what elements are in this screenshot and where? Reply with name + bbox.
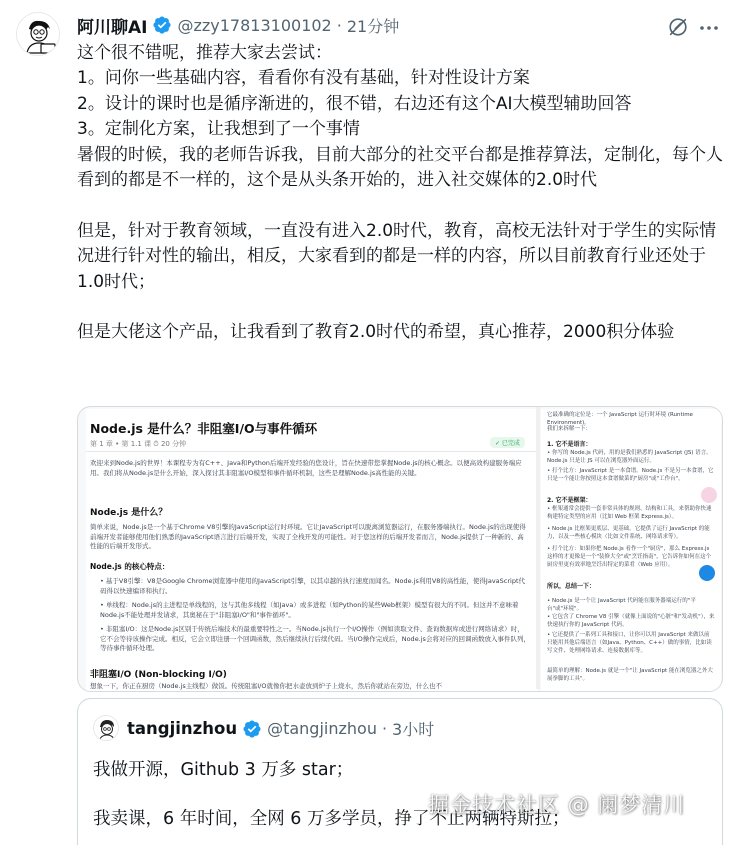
assistant-heading: 所以，总结一下： [547,583,596,590]
assistant-text: • Node.js 是一个让 JavaScript 代码能在服务器端运行的"平台"或"环境"。 [547,598,696,612]
author-avatar[interactable] [16,12,60,56]
status-badge: ✓ 已完成 [490,437,525,448]
lesson-document [86,409,538,691]
tweet-paragraph: 1。问你一些基础内容，看看你有没有基础，针对性设计方案 [77,68,530,89]
tweet-paragraph: 暑假的时候，我的老师告诉我，目前大部分的社交平台都是推荐算法，定制化，每个人看到的都是不一样的，这个是从头条开始的，进入社交媒体的2.0时代 [77,144,723,191]
assistant-text: 最简单的理解：Node.js 就是一个"让 JavaScript 能在浏览器之外大展拳脚的工具"。 [547,668,713,682]
assistant-text: 它最准确的定位是：一个 JavaScript 运行时环境 (Runtime Environment)。 [547,412,693,426]
doc-bullet: • 单线程：Node.js的主进程是单线程的，这与其他多线程（如Java）或多进程（如Python的某些Web框架）模型有很大的不同。但这并不意味着Node.js不能处理并发请求，其奥秘在于"非阻塞I/O"和"事件循环"。 [100,601,519,619]
doc-meta: 第 1 章 • 第 1.1 课 ⏱ 20 分钟 [90,440,187,448]
assistant-text: 我们来拆解一下： [547,426,592,432]
tweet-header [77,12,399,38]
doc-heading: Node.js 的核心特点： [90,562,170,571]
more-options-icon[interactable] [697,18,721,38]
watermark: 掘金技术社区 @ 阑梦清川 [428,793,686,817]
doc-title: Node.js 是什么？非阻塞I/O与事件循环 [90,421,318,436]
timestamp[interactable]: 21分钟 [346,16,400,36]
doc-paragraph: 想象一下，你正在厨房（Node.js主线程）做饭。传统阻塞I/O就像你把水壶放到炉子上烧水，然后你就站在旁边，什么也不 [90,682,442,690]
blank-line [77,193,727,218]
tweet-paragraph: 但是，针对于教育领域，一直没有进入2.0时代，教育，高校无法针对于学生的实际情况进行针对性的输出，相反，大家看到的都是一样的内容，所以目前教育行业还处于1.0时代； [77,220,717,292]
separator: · [381,719,388,738]
assistant-heading: 1. 它不是语言： [547,441,592,448]
assistant-text: • 它包含了 Chrome V8 引擎（就像上面说的"心脏"和"发动机"），来快速执行你的 JavaScript 代码。 [547,614,715,628]
tweet-paragraph: 3。定制化方案，让我想到了一个事情 [77,119,360,140]
grok-icon[interactable] [667,16,689,38]
doc-heading: 非阻塞I/O (Non-blocking I/O) [90,670,227,680]
divider [86,451,538,452]
quoted-timestamp[interactable]: 3小时 [392,720,435,739]
assistant-text: • 它还提供了一系列工具和接口，让你可以用 JavaScript 来做以前只能用其他后端语言（如Java、Python、C++）做的事情，比如读写文件、处理网络请求、连接数据库等。 [547,632,712,654]
scrollbar[interactable] [536,407,540,689]
assistant-text: • 框架通常会提供一套非常具体的规则、结构和工具，来帮助你快速构建特定类型的应用（比如 Web 框架 Express.js）。 [547,506,712,520]
assistant-text: • 打个比方：如果你把 Node.js 看作一个"厨房"，那么 Express.js 这样的才更像是一个"装修大全"或"烹饪指南"，它告诉你如何在这个厨房里更有效率地烹饪出特定的菜肴（Web 应用）。 [547,546,712,568]
quoted-tweet[interactable] [77,698,723,845]
tweet-text [77,41,727,346]
doc-paragraph: 简单来说，Node.js是一个基于Chrome V8引擎的JavaScript运行时环境。它让JavaScript可以脱离浏览器运行，在服务器端执行。Node.js的出现使得前端开发者能够使用他们熟悉的JavaScript语言进行后端开发，实现了全栈开发的可能性。对于您这样的后端开发者而言，Node.js提供了一种新的、高性能的后端开发形式。 [90,523,526,550]
tweet-paragraph: 这个很不错呢，推荐大家去尝试： [77,43,332,63]
media-image[interactable] [77,406,723,692]
doc-intro: 欢迎来到Node.js的世界！本课程专为有C++、Java和Python后端开发经验的您设计，旨在快速带您掌握Node.js的核心概念。以便高效构建服务端应用。我们将从Node.js是什么开始，深入探讨其非阻塞I/O模型和事件循环机制，这些是理解Node.js高性能的关键。 [90,459,522,477]
tweet-paragraph: 但是大佬这个产品，让我看到了教育2.0时代的希望，真心推荐，2000积分体验 [77,322,675,343]
doc-heading: Node.js 是什么？ [90,508,168,518]
quoted-author-handle[interactable]: @tangjinzhou [267,719,377,738]
ai-assistant-panel [541,409,721,691]
author-handle[interactable]: @zzy17813100102 [177,15,332,35]
floating-button[interactable] [701,487,717,503]
blank-line [77,295,727,320]
assistant-text: • 打个比方：JavaScript 是一本食谱。Node.js 不是另一本食谱，它只是一个能让你按照这本食谱做菜的"厨房"或"工作台"。 [547,468,714,482]
quoted-text-line: 我卖课，6 年时间，全网 6 万多学员，挣了不止两辆特斯拉； [93,809,570,829]
doc-bullet: • 基于V8引擎：V8是Google Chrome浏览器中使用的JavaScript引擎，以其卓越的执行速度而闻名。Node.js利用V8的高性能，使得JavaScript代码得以快速编译和执行。 [100,577,526,595]
separator: · [336,15,342,35]
author-name[interactable]: 阿川聊AI [77,17,148,38]
assistant-heading: 2. 它不是框架： [547,497,592,504]
tweet-paragraph: 2。设计的课时也是循序渐进的，很不错，右边还有这个AI大模型辅助回答 [77,93,632,114]
quoted-text-line: 我做开源，Github 3 万多 star； [93,760,354,780]
quoted-author-avatar[interactable] [93,715,119,741]
assistant-text: • Node.js 比框架更底层、更基础。它提供了运行 JavaScript 的能力，以及一些核心模块（比如文件系统、网络请求等）。 [547,526,710,540]
verified-badge-icon [242,719,262,739]
assistant-text: • 你写的 Node.js 代码，用的是我们熟悉的 JavaScript (JS) 语言。Node.js 只是让 JS 可以在浏览器外面运行。 [547,450,712,464]
verified-badge-icon [152,15,172,35]
doc-bullet: • 非阻塞I/O：这是Node.js区别于传统后端技术的最重要特性之一。当Node.js执行一个I/O操作（例如读取文件、查询数据库或进行网络请求）时，它不会等待该操作完成。相反，它会立即注册一个回调函数，然后继续执行后续代码。当I/O操作完成后，Node.js会将对应的回调函数放入事件队列，等待事件循环处理。 [100,625,530,652]
quoted-author-name[interactable]: tangjinzhou [127,719,238,738]
quoted-tweet-header [127,717,434,740]
floating-button[interactable] [699,565,715,581]
